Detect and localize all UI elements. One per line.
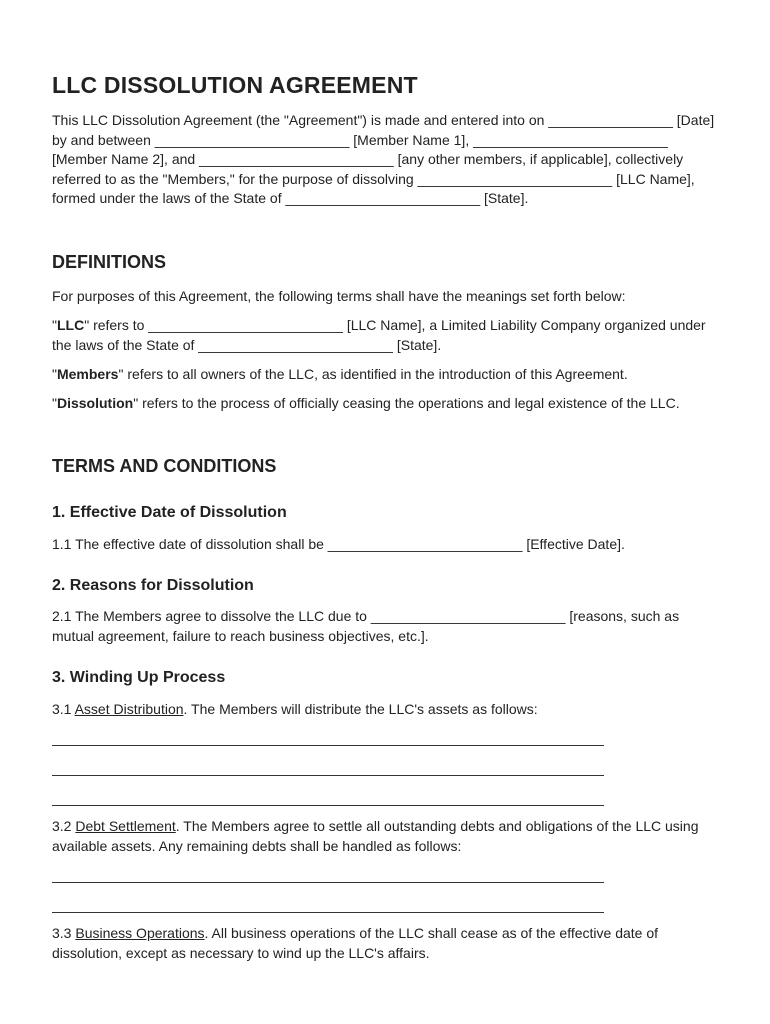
definition-llc-text: " refers to _________________________ [LLC Name], a Limited Liability Company organized under the laws of the State of _________________________ [State]. [52,317,706,353]
fill-in-line [52,745,604,746]
defined-term-dissolution: Dissolution [56,395,134,411]
fill-in-line [52,882,604,883]
clause-3-3-text: . All business operations of the LLC shall cease as of the effective date of dissolution, except as necessary to wind up the LLC's affairs. [52,925,659,961]
clause-number: 3.3 [52,925,76,941]
clause-2-1: 2.1 The Members agree to dissolve the LLC due to _________________________ [reasons, such as mutual agreement, failure to reach business objectives, etc.]. [52,608,680,644]
definition-members [52,365,722,385]
section-3-heading: 3. Winding Up Process [52,669,226,686]
clause-number: 3.2 [52,818,76,834]
clause-3-1-text: . The Members will distribute the LLC's assets as follows: [183,701,538,717]
quote-mark: " [52,395,57,411]
clause-1-1: 1.1 The effective date of dissolution shall be _________________________ [Effective Date]. [52,536,625,552]
clause-3-3 [52,924,722,963]
defined-term-members: Members [56,366,119,382]
clause-number: 3.1 [52,701,75,717]
terms-heading: TERMS AND CONDITIONS [52,456,277,476]
clause-3-2-text: . The Members agree to settle all outstanding debts and obligations of the LLC using available assets. Any remaining debts shall be handled as follows: [52,818,699,854]
definitions-heading: DEFINITIONS [52,252,167,272]
quote-mark: " [52,317,57,333]
fill-in-line [52,775,604,776]
definition-llc [52,316,722,355]
fill-in-line [52,805,604,806]
intro-paragraph: This LLC Dissolution Agreement (the "Agreement") is made and entered into on ________________ [Date] by and between _________________________ [Member Name 1], _________________________ [Member Name 2], and _________________________ [any other members, if applicable], collectively referred to as the "Members," for the purpose of dissolving _________________________ [LLC Name], formed under the laws of the State of _________________________ [State]. [52,112,715,207]
section-1-heading: 1. Effective Date of Dissolution [52,504,287,521]
definition-members-text: " refers to all owners of the LLC, as identified in the introduction of this Agreement. [118,366,628,382]
definitions-lead: For purposes of this Agreement, the following terms shall have the meanings set forth below: [52,288,626,304]
quote-mark: " [52,366,57,382]
document-title: LLC DISSOLUTION AGREEMENT [52,72,418,98]
defined-term-llc: LLC [56,317,85,333]
clause-term-asset-distribution: Asset Distribution [74,701,184,717]
definition-dissolution-text: " refers to the process of officially ceasing the operations and legal existence of the LLC. [133,395,680,411]
clause-term-debt-settlement: Debt Settlement [75,818,176,834]
clause-term-business-operations: Business Operations [75,925,205,941]
clause-3-2 [52,817,722,856]
fill-in-line [52,912,604,913]
clause-3-1 [52,700,722,720]
definition-dissolution [52,394,722,414]
section-2-heading: 2. Reasons for Dissolution [52,577,254,594]
